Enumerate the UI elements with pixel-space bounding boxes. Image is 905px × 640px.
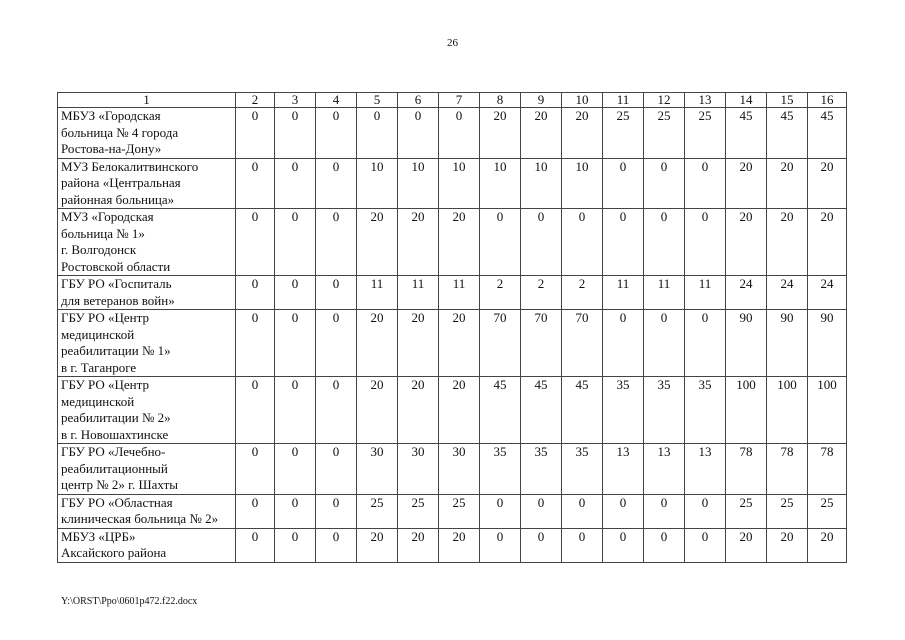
value-cell: 45 — [562, 377, 603, 444]
table-row — [58, 158, 847, 209]
value-cell: 0 — [236, 528, 275, 562]
value-cell: 30 — [439, 444, 480, 495]
value-cell: 0 — [275, 276, 316, 310]
value-cell: 45 — [521, 377, 562, 444]
value-cell: 100 — [767, 377, 808, 444]
value-cell: 0 — [357, 108, 398, 159]
value-cell: 35 — [521, 444, 562, 495]
value-cell: 20 — [726, 528, 767, 562]
value-cell: 20 — [439, 528, 480, 562]
value-cell: 11 — [644, 276, 685, 310]
value-cell: 0 — [316, 108, 357, 159]
value-cell: 20 — [398, 310, 439, 377]
value-cell: 20 — [562, 108, 603, 159]
value-cell: 13 — [603, 444, 644, 495]
value-cell: 11 — [398, 276, 439, 310]
value-cell: 20 — [521, 108, 562, 159]
column-header: 5 — [357, 93, 398, 108]
value-cell: 0 — [644, 158, 685, 209]
institution-name-cell: ГБУ РО «Центр медицинской реабилитации № 1» в г. Таганроге — [58, 310, 236, 377]
value-cell: 0 — [562, 209, 603, 276]
value-cell: 0 — [480, 528, 521, 562]
value-cell: 25 — [644, 108, 685, 159]
column-header: 10 — [562, 93, 603, 108]
institution-name-cell: МУЗ Белокалитвинского района «Центральная районная больница» — [58, 158, 236, 209]
value-cell: 0 — [236, 108, 275, 159]
value-cell: 0 — [236, 494, 275, 528]
institution-name-cell: ГБУ РО «Центр медицинской реабилитации № 2» в г. Новошахтинске — [58, 377, 236, 444]
table-body — [58, 93, 847, 563]
value-cell: 0 — [316, 158, 357, 209]
value-cell: 100 — [808, 377, 847, 444]
value-cell: 30 — [398, 444, 439, 495]
value-cell: 13 — [644, 444, 685, 495]
institution-name-cell: ГБУ РО «Лечебно- реабилитационный центр № 2» г. Шахты — [58, 444, 236, 495]
value-cell: 20 — [439, 377, 480, 444]
value-cell: 0 — [603, 494, 644, 528]
value-cell: 20 — [357, 310, 398, 377]
value-cell: 25 — [603, 108, 644, 159]
value-cell: 0 — [603, 158, 644, 209]
value-cell: 0 — [685, 310, 726, 377]
value-cell: 70 — [521, 310, 562, 377]
value-cell: 0 — [236, 310, 275, 377]
table-row — [58, 310, 847, 377]
value-cell: 0 — [398, 108, 439, 159]
value-cell: 20 — [767, 209, 808, 276]
column-header: 7 — [439, 93, 480, 108]
value-cell: 0 — [644, 209, 685, 276]
value-cell: 35 — [644, 377, 685, 444]
value-cell: 0 — [562, 494, 603, 528]
value-cell: 0 — [603, 528, 644, 562]
value-cell: 0 — [275, 158, 316, 209]
value-cell: 2 — [521, 276, 562, 310]
value-cell: 0 — [236, 158, 275, 209]
value-cell: 0 — [236, 209, 275, 276]
institution-name-cell: МБУЗ «Городская больница № 4 города Ростова-на-Дону» — [58, 108, 236, 159]
value-cell: 45 — [808, 108, 847, 159]
value-cell: 0 — [275, 108, 316, 159]
value-cell: 10 — [562, 158, 603, 209]
value-cell: 13 — [685, 444, 726, 495]
value-cell: 0 — [236, 444, 275, 495]
value-cell: 100 — [726, 377, 767, 444]
value-cell: 0 — [275, 528, 316, 562]
value-cell: 35 — [603, 377, 644, 444]
value-cell: 45 — [726, 108, 767, 159]
value-cell: 24 — [726, 276, 767, 310]
value-cell: 90 — [767, 310, 808, 377]
column-header: 14 — [726, 93, 767, 108]
value-cell: 0 — [275, 444, 316, 495]
value-cell: 0 — [275, 494, 316, 528]
value-cell: 0 — [275, 377, 316, 444]
value-cell: 70 — [480, 310, 521, 377]
value-cell: 20 — [357, 209, 398, 276]
value-cell: 25 — [726, 494, 767, 528]
value-cell: 2 — [562, 276, 603, 310]
value-cell: 0 — [316, 209, 357, 276]
institution-name-cell: МБУЗ «ЦРБ» Аксайского района — [58, 528, 236, 562]
column-header: 2 — [236, 93, 275, 108]
value-cell: 25 — [685, 108, 726, 159]
table-row — [58, 494, 847, 528]
value-cell: 25 — [398, 494, 439, 528]
value-cell: 20 — [726, 209, 767, 276]
page-number: 26 — [447, 37, 458, 49]
value-cell: 0 — [236, 377, 275, 444]
value-cell: 20 — [398, 377, 439, 444]
value-cell: 0 — [316, 377, 357, 444]
table-header-row — [58, 93, 847, 108]
value-cell: 0 — [562, 528, 603, 562]
value-cell: 2 — [480, 276, 521, 310]
value-cell: 0 — [685, 494, 726, 528]
value-cell: 20 — [398, 528, 439, 562]
value-cell: 0 — [685, 209, 726, 276]
value-cell: 20 — [808, 528, 847, 562]
table-row — [58, 276, 847, 310]
value-cell: 11 — [685, 276, 726, 310]
value-cell: 0 — [603, 209, 644, 276]
institution-name-cell: ГБУ РО «Областная клиническая больница № 2» — [58, 494, 236, 528]
value-cell: 0 — [480, 494, 521, 528]
value-cell: 20 — [398, 209, 439, 276]
table-row — [58, 377, 847, 444]
value-cell: 0 — [275, 310, 316, 377]
value-cell: 20 — [357, 377, 398, 444]
value-cell: 10 — [398, 158, 439, 209]
value-cell: 0 — [644, 494, 685, 528]
value-cell: 0 — [480, 209, 521, 276]
value-cell: 78 — [767, 444, 808, 495]
value-cell: 0 — [316, 494, 357, 528]
value-cell: 0 — [644, 528, 685, 562]
value-cell: 0 — [439, 108, 480, 159]
value-cell: 30 — [357, 444, 398, 495]
footer-file-path: Y:\ORST\Ppo\0601p472.f22.docx — [61, 596, 198, 607]
value-cell: 0 — [521, 209, 562, 276]
value-cell: 20 — [808, 209, 847, 276]
value-cell: 20 — [439, 310, 480, 377]
value-cell: 0 — [644, 310, 685, 377]
value-cell: 11 — [439, 276, 480, 310]
value-cell: 0 — [316, 528, 357, 562]
value-cell: 20 — [726, 158, 767, 209]
value-cell: 0 — [521, 494, 562, 528]
value-cell: 0 — [685, 528, 726, 562]
value-cell: 0 — [685, 158, 726, 209]
value-cell: 45 — [480, 377, 521, 444]
value-cell: 20 — [767, 158, 808, 209]
value-cell: 25 — [357, 494, 398, 528]
value-cell: 90 — [808, 310, 847, 377]
column-header: 1 — [58, 93, 236, 108]
value-cell: 11 — [603, 276, 644, 310]
value-cell: 25 — [767, 494, 808, 528]
allocation-table — [57, 92, 847, 563]
value-cell: 0 — [316, 444, 357, 495]
value-cell: 10 — [357, 158, 398, 209]
column-header: 8 — [480, 93, 521, 108]
column-header: 3 — [275, 93, 316, 108]
value-cell: 90 — [726, 310, 767, 377]
table-row — [58, 209, 847, 276]
value-cell: 20 — [439, 209, 480, 276]
value-cell: 20 — [480, 108, 521, 159]
value-cell: 0 — [236, 276, 275, 310]
value-cell: 35 — [685, 377, 726, 444]
value-cell: 25 — [439, 494, 480, 528]
value-cell: 35 — [480, 444, 521, 495]
institution-name-cell: МУЗ «Городская больница № 1» г. Волгодонск Ростовской области — [58, 209, 236, 276]
value-cell: 20 — [767, 528, 808, 562]
table-row — [58, 108, 847, 159]
column-header: 13 — [685, 93, 726, 108]
value-cell: 78 — [808, 444, 847, 495]
value-cell: 10 — [480, 158, 521, 209]
value-cell: 0 — [275, 209, 316, 276]
column-header: 9 — [521, 93, 562, 108]
value-cell: 45 — [767, 108, 808, 159]
column-header: 11 — [603, 93, 644, 108]
table-row — [58, 444, 847, 495]
value-cell: 10 — [521, 158, 562, 209]
value-cell: 11 — [357, 276, 398, 310]
value-cell: 24 — [767, 276, 808, 310]
value-cell: 25 — [808, 494, 847, 528]
institution-name-cell: ГБУ РО «Госпиталь для ветеранов войн» — [58, 276, 236, 310]
value-cell: 0 — [521, 528, 562, 562]
column-header: 15 — [767, 93, 808, 108]
value-cell: 0 — [316, 310, 357, 377]
value-cell: 24 — [808, 276, 847, 310]
value-cell: 0 — [316, 276, 357, 310]
column-header: 16 — [808, 93, 847, 108]
column-header: 4 — [316, 93, 357, 108]
value-cell: 78 — [726, 444, 767, 495]
value-cell: 20 — [808, 158, 847, 209]
table-row — [58, 528, 847, 562]
column-header: 12 — [644, 93, 685, 108]
value-cell: 0 — [603, 310, 644, 377]
value-cell: 35 — [562, 444, 603, 495]
value-cell: 20 — [357, 528, 398, 562]
column-header: 6 — [398, 93, 439, 108]
value-cell: 70 — [562, 310, 603, 377]
value-cell: 10 — [439, 158, 480, 209]
